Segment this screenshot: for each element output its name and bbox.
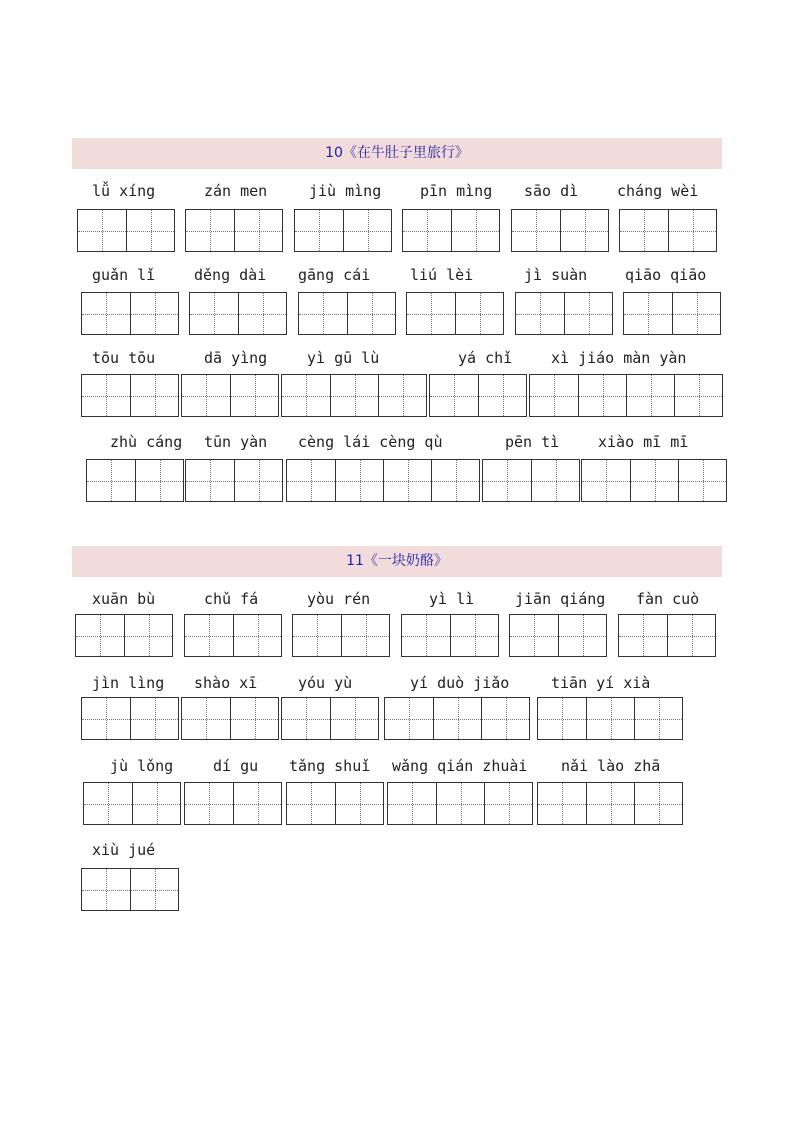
tianzige-cell[interactable] bbox=[451, 210, 499, 251]
tianzige-cell[interactable] bbox=[84, 783, 132, 824]
pinyin-label: yì gū lù bbox=[307, 349, 380, 367]
tianzige-cell[interactable] bbox=[233, 615, 281, 656]
tianzige-cell[interactable] bbox=[481, 698, 529, 739]
writing-grid[interactable] bbox=[281, 374, 427, 417]
tianzige-cell[interactable] bbox=[124, 615, 172, 656]
tianzige-cell[interactable] bbox=[431, 460, 479, 501]
pinyin-label: tǎng shuǐ bbox=[289, 757, 371, 775]
tianzige-cell[interactable] bbox=[238, 293, 286, 334]
tianzige-cell[interactable] bbox=[293, 615, 341, 656]
writing-grid[interactable] bbox=[81, 374, 179, 417]
writing-grid[interactable] bbox=[537, 782, 683, 825]
pinyin-label: shào xī bbox=[194, 674, 258, 692]
tianzige-cell[interactable] bbox=[343, 210, 391, 251]
tianzige-cell[interactable] bbox=[619, 615, 667, 656]
writing-grid[interactable] bbox=[482, 459, 580, 502]
pinyin-label: gāng cái bbox=[298, 266, 371, 284]
pinyin-label: lǚ xíng bbox=[92, 182, 156, 200]
tianzige-cell[interactable] bbox=[182, 698, 230, 739]
writing-grid[interactable] bbox=[81, 697, 179, 740]
tianzige-cell[interactable] bbox=[335, 783, 383, 824]
pinyin-label: xuān bù bbox=[92, 590, 156, 608]
tianzige-cell[interactable] bbox=[430, 375, 478, 416]
tianzige-cell[interactable] bbox=[126, 210, 174, 251]
tianzige-cell[interactable] bbox=[668, 210, 716, 251]
tianzige-cell[interactable] bbox=[186, 460, 234, 501]
pinyin-label: zhù cáng bbox=[110, 433, 183, 451]
pinyin-label: pīn mìng bbox=[420, 182, 493, 200]
tianzige-cell[interactable] bbox=[234, 210, 282, 251]
pinyin-label: děng dài bbox=[194, 266, 267, 284]
tianzige-cell[interactable] bbox=[538, 783, 586, 824]
tianzige-cell[interactable] bbox=[403, 210, 451, 251]
tianzige-cell[interactable] bbox=[560, 210, 608, 251]
pinyin-label: xiù jué bbox=[92, 841, 156, 859]
pinyin-label: pēn tì bbox=[505, 433, 560, 451]
writing-grid[interactable] bbox=[286, 782, 384, 825]
writing-grid[interactable] bbox=[181, 374, 279, 417]
writing-grid[interactable] bbox=[181, 697, 279, 740]
tianzige-cell[interactable] bbox=[233, 783, 281, 824]
writing-grid[interactable] bbox=[623, 292, 721, 335]
pinyin-label: guǎn lǐ bbox=[92, 266, 156, 284]
pinyin-label: dí gu bbox=[213, 757, 259, 775]
pinyin-label: yí duò jiǎo bbox=[410, 674, 510, 692]
tianzige-cell[interactable] bbox=[672, 293, 720, 334]
tianzige-cell[interactable] bbox=[531, 460, 579, 501]
tianzige-cell[interactable] bbox=[76, 615, 124, 656]
writing-grid[interactable] bbox=[387, 782, 533, 825]
tianzige-cell[interactable] bbox=[299, 293, 347, 334]
tianzige-cell[interactable] bbox=[483, 460, 531, 501]
pinyin-label: qiāo qiāo bbox=[625, 266, 707, 284]
tianzige-cell[interactable] bbox=[130, 375, 178, 416]
pinyin-label: tōu tōu bbox=[92, 349, 156, 367]
pinyin-label: jiān qiáng bbox=[515, 590, 606, 608]
pinyin-label: yóu yù bbox=[298, 674, 353, 692]
pinyin-label: tūn yàn bbox=[204, 433, 268, 451]
tianzige-cell[interactable] bbox=[230, 698, 278, 739]
tianzige-cell[interactable] bbox=[185, 783, 233, 824]
pinyin-label: dā yìng bbox=[204, 349, 268, 367]
pinyin-label: liú lèi bbox=[410, 266, 474, 284]
writing-grid[interactable] bbox=[509, 614, 607, 657]
tianzige-cell[interactable] bbox=[87, 460, 135, 501]
tianzige-cell[interactable] bbox=[484, 783, 532, 824]
tianzige-cell[interactable] bbox=[330, 375, 378, 416]
tianzige-cell[interactable] bbox=[582, 460, 630, 501]
tianzige-cell[interactable] bbox=[674, 375, 722, 416]
pinyin-label: xì jiáo màn yàn bbox=[551, 349, 687, 367]
pinyin-label: nǎi lào zhā bbox=[561, 757, 661, 775]
tianzige-cell[interactable] bbox=[624, 293, 672, 334]
pinyin-label: sāo dì bbox=[524, 182, 579, 200]
tianzige-cell[interactable] bbox=[455, 293, 503, 334]
tianzige-cell[interactable] bbox=[433, 698, 481, 739]
tianzige-cell[interactable] bbox=[678, 460, 726, 501]
writing-grid[interactable] bbox=[286, 459, 480, 502]
pinyin-label: yá chǐ bbox=[458, 349, 513, 367]
tianzige-cell[interactable] bbox=[378, 375, 426, 416]
writing-grid[interactable] bbox=[189, 292, 287, 335]
pinyin-label: cèng lái cèng qù bbox=[298, 433, 443, 451]
tianzige-cell[interactable] bbox=[130, 293, 178, 334]
tianzige-cell[interactable] bbox=[130, 869, 178, 910]
tianzige-cell[interactable] bbox=[516, 293, 564, 334]
writing-grid[interactable] bbox=[618, 614, 716, 657]
tianzige-cell[interactable] bbox=[182, 375, 230, 416]
tianzige-cell[interactable] bbox=[230, 375, 278, 416]
tianzige-cell[interactable] bbox=[383, 460, 431, 501]
tianzige-cell[interactable] bbox=[558, 615, 606, 656]
tianzige-cell[interactable] bbox=[388, 783, 436, 824]
tianzige-cell[interactable] bbox=[82, 375, 130, 416]
tianzige-cell[interactable] bbox=[436, 783, 484, 824]
writing-grid[interactable] bbox=[515, 292, 613, 335]
tianzige-cell[interactable] bbox=[295, 210, 343, 251]
tianzige-cell[interactable] bbox=[630, 460, 678, 501]
tianzige-cell[interactable] bbox=[385, 698, 433, 739]
pinyin-label: yì lì bbox=[429, 590, 475, 608]
pinyin-label: zán men bbox=[204, 182, 268, 200]
tianzige-cell[interactable] bbox=[530, 375, 578, 416]
tianzige-cell[interactable] bbox=[78, 210, 126, 251]
tianzige-cell[interactable] bbox=[478, 375, 526, 416]
writing-grid[interactable] bbox=[185, 459, 283, 502]
writing-grid[interactable] bbox=[429, 374, 527, 417]
tianzige-cell[interactable] bbox=[82, 869, 130, 910]
pinyin-label: cháng wèi bbox=[617, 182, 699, 200]
tianzige-cell[interactable] bbox=[586, 783, 634, 824]
pinyin-label: jù lǒng bbox=[110, 757, 174, 775]
writing-grid[interactable] bbox=[81, 868, 179, 911]
writing-grid[interactable] bbox=[619, 209, 717, 252]
tianzige-cell[interactable] bbox=[634, 698, 682, 739]
tianzige-cell[interactable] bbox=[341, 615, 389, 656]
pinyin-label: yòu rén bbox=[307, 590, 371, 608]
pinyin-label: tiān yí xià bbox=[551, 674, 651, 692]
tianzige-cell[interactable] bbox=[450, 615, 498, 656]
writing-grid[interactable] bbox=[75, 614, 173, 657]
tianzige-cell[interactable] bbox=[190, 293, 238, 334]
tianzige-cell[interactable] bbox=[82, 698, 130, 739]
pinyin-label: chǔ fá bbox=[204, 590, 259, 608]
tianzige-cell[interactable] bbox=[82, 293, 130, 334]
tianzige-cell[interactable] bbox=[135, 460, 183, 501]
tianzige-cell[interactable] bbox=[512, 210, 560, 251]
writing-grid[interactable] bbox=[537, 697, 683, 740]
writing-grid[interactable] bbox=[529, 374, 723, 417]
section-header: 11《一块奶酪》 bbox=[72, 546, 722, 577]
pinyin-label: xiào mī mī bbox=[598, 433, 689, 451]
writing-grid[interactable] bbox=[185, 209, 283, 252]
pinyin-label: jì suàn bbox=[524, 266, 588, 284]
tianzige-cell[interactable] bbox=[282, 375, 330, 416]
tianzige-cell[interactable] bbox=[402, 615, 450, 656]
writing-grid[interactable] bbox=[184, 782, 282, 825]
writing-grid[interactable] bbox=[401, 614, 499, 657]
writing-grid[interactable] bbox=[406, 292, 504, 335]
writing-grid[interactable] bbox=[292, 614, 390, 657]
section-header: 10《在牛肚子里旅行》 bbox=[72, 138, 722, 169]
tianzige-cell[interactable] bbox=[626, 375, 674, 416]
tianzige-cell[interactable] bbox=[287, 460, 335, 501]
tianzige-cell[interactable] bbox=[510, 615, 558, 656]
tianzige-cell[interactable] bbox=[538, 698, 586, 739]
tianzige-cell[interactable] bbox=[667, 615, 715, 656]
writing-grid[interactable] bbox=[402, 209, 500, 252]
tianzige-cell[interactable] bbox=[335, 460, 383, 501]
pinyin-label: jìn lìng bbox=[92, 674, 165, 692]
pinyin-label: fàn cuò bbox=[636, 590, 700, 608]
tianzige-cell[interactable] bbox=[620, 210, 668, 251]
tianzige-cell[interactable] bbox=[330, 698, 378, 739]
tianzige-cell[interactable] bbox=[234, 460, 282, 501]
tianzige-cell[interactable] bbox=[132, 783, 180, 824]
tianzige-cell[interactable] bbox=[185, 615, 233, 656]
tianzige-cell[interactable] bbox=[287, 783, 335, 824]
writing-grid[interactable] bbox=[298, 292, 396, 335]
tianzige-cell[interactable] bbox=[586, 698, 634, 739]
writing-grid[interactable] bbox=[511, 209, 609, 252]
writing-grid[interactable] bbox=[86, 459, 184, 502]
tianzige-cell[interactable] bbox=[407, 293, 455, 334]
writing-grid[interactable] bbox=[77, 209, 175, 252]
pinyin-label: wǎng qián zhuài bbox=[392, 757, 528, 775]
writing-grid[interactable] bbox=[81, 292, 179, 335]
tianzige-cell[interactable] bbox=[347, 293, 395, 334]
tianzige-cell[interactable] bbox=[578, 375, 626, 416]
tianzige-cell[interactable] bbox=[282, 698, 330, 739]
tianzige-cell[interactable] bbox=[186, 210, 234, 251]
tianzige-cell[interactable] bbox=[130, 698, 178, 739]
writing-grid[interactable] bbox=[281, 697, 379, 740]
pinyin-label: jiù mìng bbox=[309, 182, 382, 200]
tianzige-cell[interactable] bbox=[564, 293, 612, 334]
writing-grid[interactable] bbox=[294, 209, 392, 252]
writing-grid[interactable] bbox=[184, 614, 282, 657]
writing-grid[interactable] bbox=[581, 459, 727, 502]
writing-grid[interactable] bbox=[384, 697, 530, 740]
writing-grid[interactable] bbox=[83, 782, 181, 825]
tianzige-cell[interactable] bbox=[634, 783, 682, 824]
